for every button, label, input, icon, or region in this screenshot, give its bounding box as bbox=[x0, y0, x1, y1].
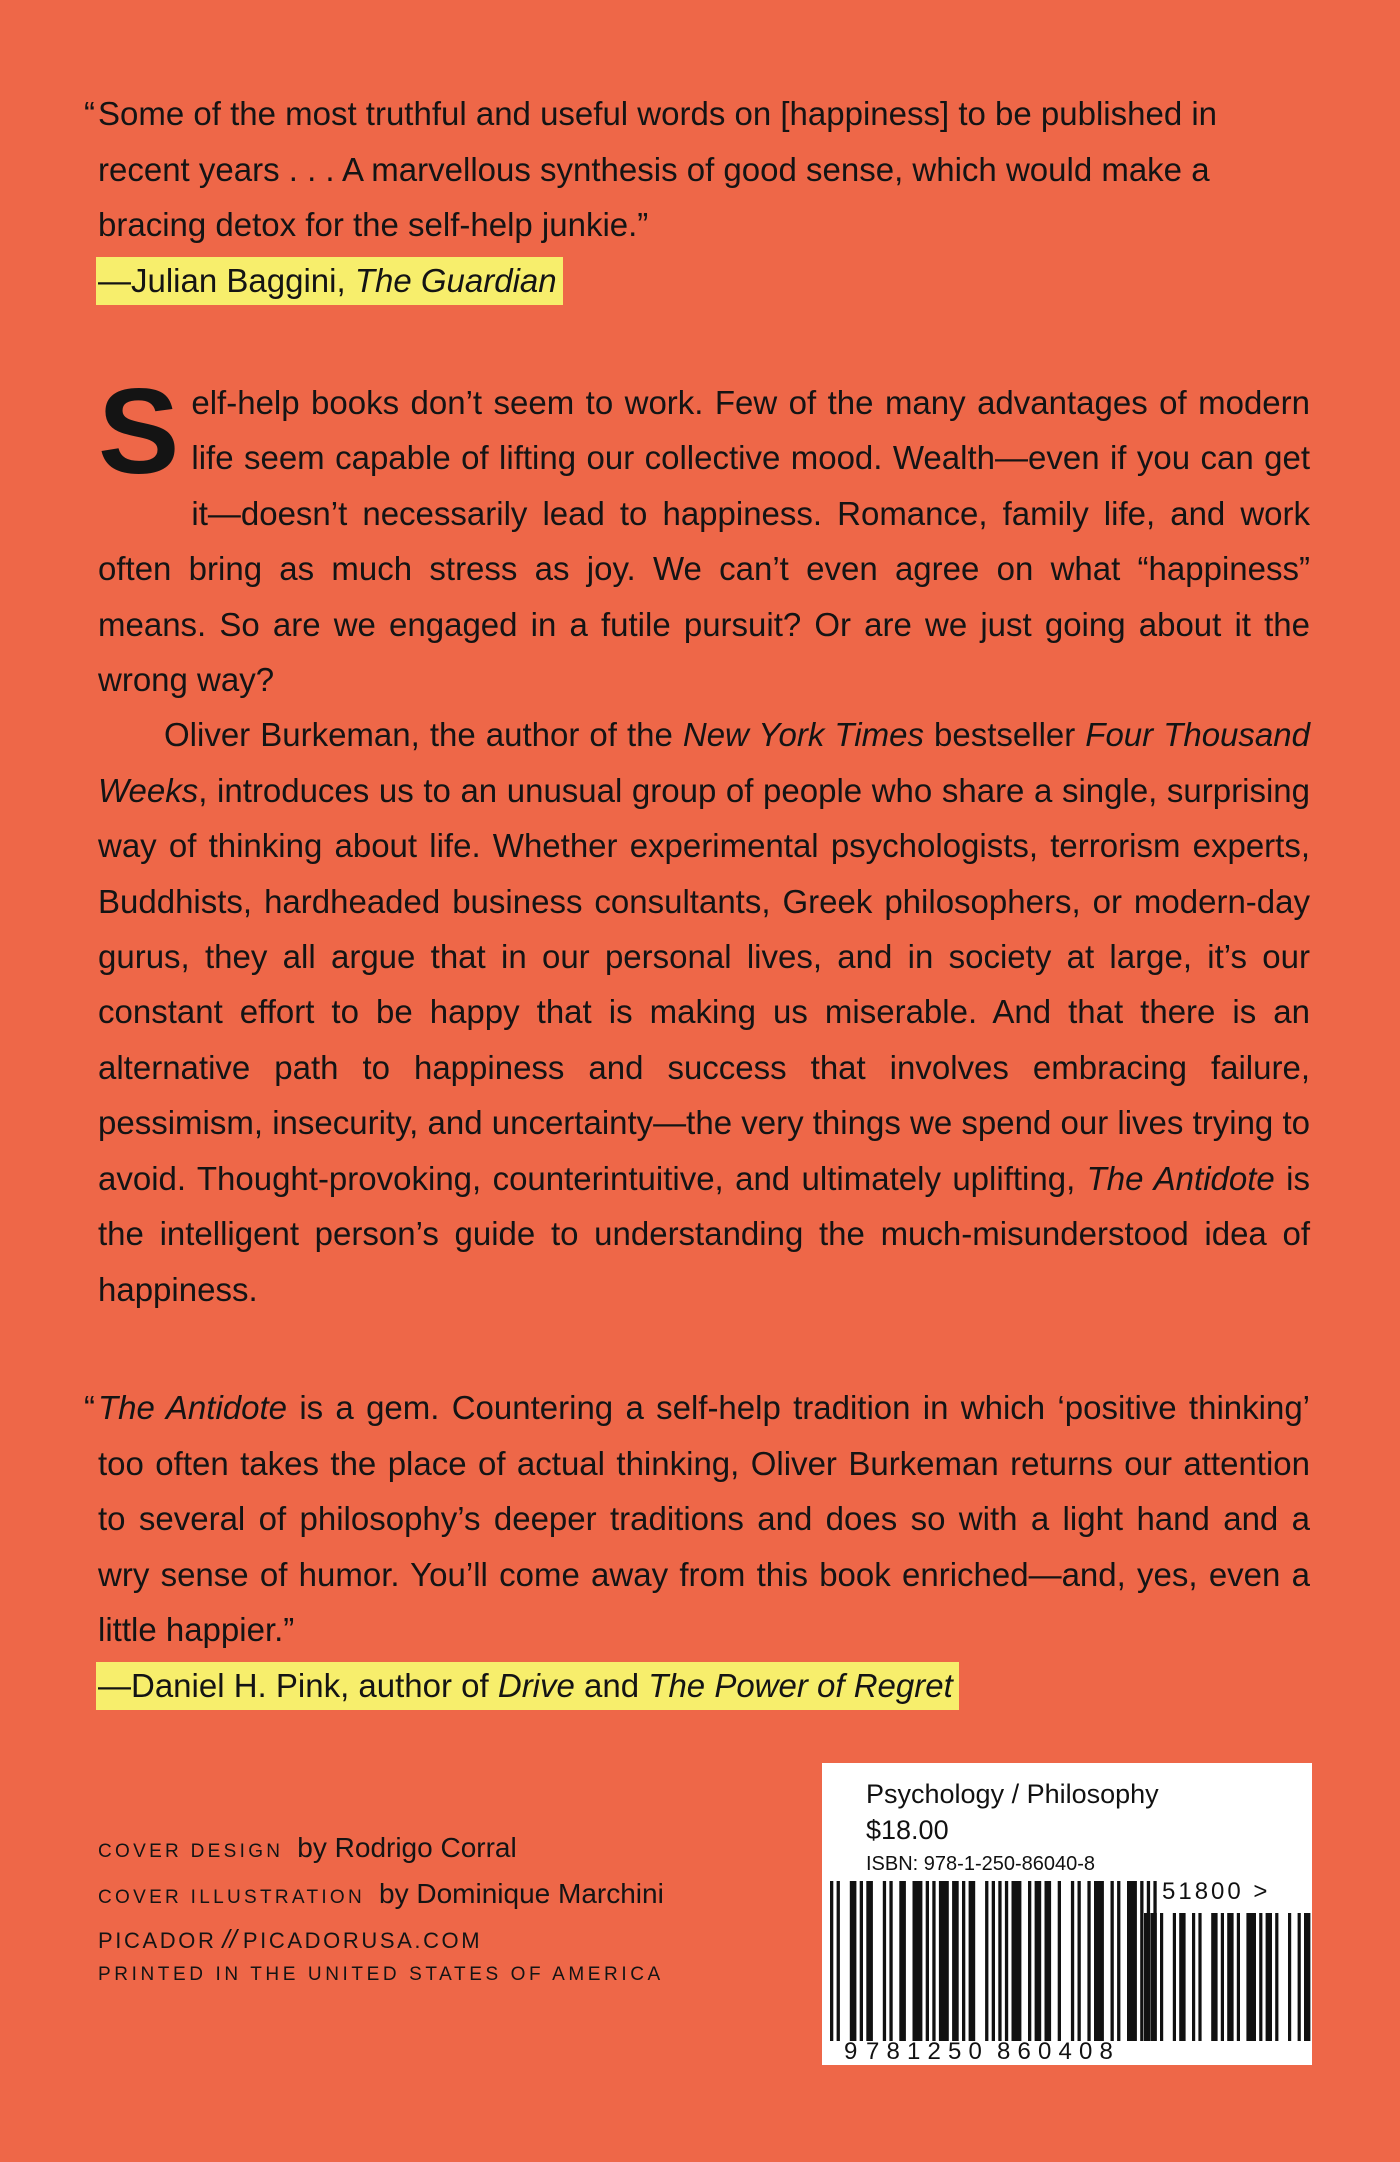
barcode-bar bbox=[985, 1881, 988, 2041]
barcode-bar bbox=[1246, 1913, 1256, 2041]
barcode-bar bbox=[1298, 1913, 1301, 2041]
barcode-bar bbox=[1087, 1881, 1090, 2041]
cover-illustration-credit: COVER ILLUSTRATION by Dominique Marchini bbox=[98, 1878, 664, 1909]
barcode-bar bbox=[1094, 1881, 1104, 2041]
barcode-bar bbox=[866, 1881, 873, 2041]
barcode-bar bbox=[1237, 1913, 1240, 2041]
drop-cap: S bbox=[98, 363, 180, 499]
barcode-bar bbox=[837, 1881, 840, 2041]
barcode-bar bbox=[1179, 1913, 1185, 2041]
barcode-bar bbox=[1012, 1881, 1022, 2041]
barcode-bar bbox=[1111, 1881, 1114, 2041]
barcode-bar bbox=[1259, 1913, 1262, 2041]
quote-attribution: —Daniel H. Pink, author of Drive and The Power of Regret bbox=[96, 1662, 959, 1710]
barcode-bar bbox=[1211, 1913, 1217, 2041]
barcode-digit: 9 bbox=[844, 2038, 858, 2065]
price: $18.00 bbox=[866, 1815, 949, 1845]
printed-in-line: PRINTED IN THE UNITED STATES OF AMERICA bbox=[98, 1964, 664, 1985]
barcode-bar bbox=[1160, 1913, 1163, 2041]
barcode-bar bbox=[883, 1881, 886, 2041]
barcode-bar bbox=[1035, 1881, 1042, 2041]
barcode-bar bbox=[1173, 1913, 1176, 2041]
barcode-bar bbox=[913, 1881, 923, 2041]
barcode-bar bbox=[992, 1881, 995, 2041]
barcode-bar bbox=[962, 1881, 965, 2041]
barcode-bar bbox=[1198, 1913, 1201, 2041]
barcode-bar bbox=[952, 1881, 959, 2041]
barcode-graphic bbox=[822, 1763, 1312, 2065]
cover-design-credit: COVER DESIGN by Rodrigo Corral bbox=[98, 1832, 517, 1863]
barcode-bar bbox=[1045, 1881, 1052, 2041]
description-paragraph-1: Self-help books don’t seem to work. Few of the many advantages of modern life seem capable of lifting our collective mood. Wealth—even if you can get it—doesn’t necessarily lead to happiness. Romance, family life, and work often bring as much stress as joy. We can’t even agree on what “happiness” means. So are we engaged in a futile pursuit? Or are we just going about it the wrong way? bbox=[98, 363, 1310, 699]
barcode-digit: 1 bbox=[907, 2038, 921, 2065]
barcode-digit: 8 bbox=[997, 2038, 1011, 2065]
barcode-digit: 0 bbox=[1079, 2038, 1093, 2065]
quote-attribution: —Julian Baggini, The Guardian bbox=[96, 257, 563, 305]
barcode-bar bbox=[969, 1881, 976, 2041]
barcode-bar bbox=[1275, 1913, 1278, 2041]
description-paragraph-2: Oliver Burkeman, the author of the New York Times bestseller Four Thousand Weeks, introduces us to an unusual group of people who share a single, surprising way of thinking about life. Whether experimental psychologists, terrorism experts, Buddhists, hardheaded business consultants, Greek philosophers, or modern-day gurus, they all argue that in our personal lives, and in society at large, it’s our constant effort to be happy that is making us miserable. And that there is an alternative path to happiness and success that involves embracing failure, pessimism, insecurity, and uncertainty—the very things we spend our lives trying to avoid. Thought-provoking, counterintuitive, and ultimately uplifting, The Antidote is the intelligent person’s guide to understanding the much-misunderstood idea of happiness. bbox=[98, 716, 1310, 1308]
barcode-bar bbox=[899, 1881, 906, 2041]
barcode-bar bbox=[1058, 1881, 1061, 2041]
barcode-bars-addon bbox=[1144, 1913, 1312, 2041]
barcode-digit: 6 bbox=[1017, 2038, 1031, 2065]
book-description bbox=[98, 363, 1310, 1317]
publisher-website: PICADORUSA.COM bbox=[242, 1928, 483, 1953]
barcode-bar bbox=[1140, 1881, 1143, 2041]
barcode-bar bbox=[1227, 1913, 1233, 2041]
barcode-digit: 0 bbox=[968, 2038, 982, 2065]
quote-julian-baggini bbox=[84, 86, 1310, 308]
publisher-line: PICADOR // PICADORUSA.COM bbox=[98, 1924, 483, 1954]
barcode-bar bbox=[1117, 1881, 1120, 2041]
barcode-bar bbox=[1192, 1913, 1195, 2041]
barcode-bar bbox=[1078, 1881, 1081, 2041]
credits bbox=[98, 1832, 738, 2000]
barcode-bars-main bbox=[830, 1881, 1157, 2041]
barcode-digit: 7 bbox=[866, 2038, 880, 2065]
publisher-name: PICADOR bbox=[98, 1928, 217, 1953]
barcode-digit: 2 bbox=[927, 2038, 941, 2065]
open-quote-mark: “ bbox=[84, 95, 95, 132]
barcode-bar bbox=[850, 1881, 857, 2041]
barcode-bar bbox=[1144, 1913, 1147, 2041]
barcode-bar bbox=[1266, 1913, 1272, 2041]
barcode-bar bbox=[939, 1881, 949, 2041]
barcode-digit: 4 bbox=[1058, 2038, 1072, 2065]
open-quote-mark: “ bbox=[84, 1389, 95, 1426]
quote-text: The Antidote is a gem. Countering a self-help tradition in which ‘positive thinking’ too often takes the place of actual thinking, Oliver Burkeman returns our attention to several of philosophy’s deeper traditions and does so with a light hand and a wry sense of humor. You’ll come away from this book enriched—and, yes, even a little happier.” bbox=[98, 1389, 1310, 1648]
quote-daniel-pink bbox=[84, 1380, 1310, 1713]
barcode-digit: 5 bbox=[948, 2038, 962, 2065]
barcode-box bbox=[822, 1763, 1312, 2065]
barcode-bar bbox=[932, 1881, 935, 2041]
barcode-bar bbox=[998, 1881, 1001, 2041]
barcode-bar bbox=[1304, 1913, 1310, 2041]
barcode-bar bbox=[1288, 1913, 1291, 2041]
barcode-bar bbox=[1127, 1881, 1137, 2041]
barcode-digit: 0 bbox=[1038, 2038, 1052, 2065]
barcode-bar bbox=[926, 1881, 929, 2041]
barcode-bar bbox=[830, 1881, 833, 2041]
barcode-bar bbox=[1221, 1913, 1224, 2041]
isbn: ISBN: 978-1-250-86040-8 bbox=[866, 1853, 1096, 1875]
barcode-bar bbox=[1071, 1881, 1074, 2041]
barcode-bar bbox=[1028, 1881, 1031, 2041]
addon-digits: 51800 > bbox=[1162, 1878, 1271, 1905]
barcode-digits bbox=[844, 2038, 1113, 2065]
barcode-bar bbox=[860, 1881, 863, 2041]
quote-text: Some of the most truthful and useful words on [happiness] to be published in recent years . . . A marvellous synthesis of good sense, which would make a bracing detox for the self-help junkie.” bbox=[98, 95, 1218, 243]
barcode-digit: 8 bbox=[1099, 2038, 1113, 2065]
barcode-digit: 8 bbox=[886, 2038, 900, 2065]
barcode-bar bbox=[1147, 1881, 1150, 2041]
bisac-category: Psychology / Philosophy bbox=[866, 1779, 1159, 1809]
barcode-bar bbox=[889, 1881, 892, 2041]
barcode-bar bbox=[1150, 1913, 1156, 2041]
barcode-bar bbox=[1005, 1881, 1008, 2041]
